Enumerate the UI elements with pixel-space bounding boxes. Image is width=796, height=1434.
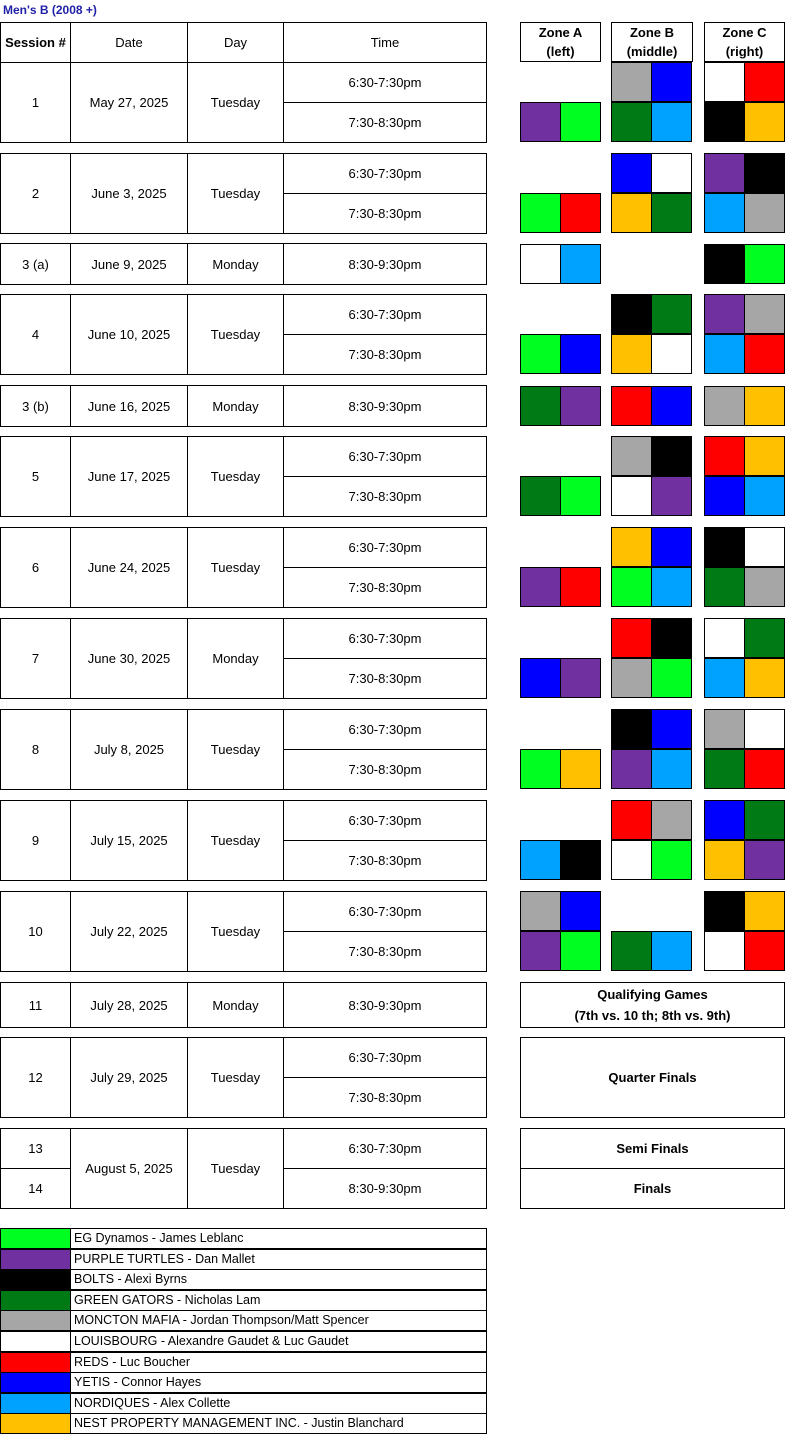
matchup-team-swatch — [704, 62, 745, 102]
matchup-team-swatch — [744, 800, 785, 840]
matchup-team-swatch — [744, 527, 785, 567]
matchup-team-swatch — [744, 709, 785, 749]
matchup-team-swatch — [611, 567, 652, 607]
matchup-team-swatch — [520, 102, 561, 142]
session-number: 2 — [0, 153, 71, 234]
matchup-team-swatch — [611, 800, 652, 840]
round-note — [520, 982, 785, 1028]
legend-color-swatch — [0, 1352, 71, 1373]
legend-team-label: NORDIQUES - Alex Collette — [70, 1393, 487, 1414]
matchup-team-swatch — [744, 931, 785, 971]
matchup-team-swatch — [704, 658, 745, 698]
time-slot: 8:30-9:30pm — [283, 385, 487, 427]
legend-team-label: PURPLE TURTLES - Dan Mallet — [70, 1249, 487, 1270]
matchup-team-swatch — [520, 931, 561, 971]
matchup-team-swatch — [744, 891, 785, 931]
zone-a-header — [520, 22, 601, 62]
matchup-team-swatch — [651, 618, 692, 658]
matchup-team-swatch — [651, 749, 692, 789]
matchup-team-swatch — [520, 476, 561, 516]
time-slot: 7:30-8:30pm — [283, 931, 487, 972]
time-slot: 7:30-8:30pm — [283, 102, 487, 143]
matchup-team-swatch — [704, 567, 745, 607]
matchup-team-swatch — [704, 527, 745, 567]
matchup-team-swatch — [704, 476, 745, 516]
session-date: August 5, 2025 — [70, 1128, 188, 1209]
session-number: 6 — [0, 527, 71, 608]
matchup-team-swatch — [704, 840, 745, 880]
zone-a-title: Zone A — [538, 25, 583, 40]
session-number: 9 — [0, 800, 71, 881]
session-day: Tuesday — [187, 294, 284, 375]
time-slot: 6:30-7:30pm — [283, 1037, 487, 1078]
matchup-team-swatch — [744, 102, 785, 142]
session-date: June 16, 2025 — [70, 385, 188, 427]
matchup-team-swatch — [560, 567, 601, 607]
session-date: June 10, 2025 — [70, 294, 188, 375]
matchup-team-swatch — [704, 931, 745, 971]
session-date: July 29, 2025 — [70, 1037, 188, 1118]
matchup-team-swatch — [651, 193, 692, 233]
matchup-team-swatch — [520, 891, 561, 931]
session-day: Tuesday — [187, 709, 284, 790]
matchup-team-swatch — [651, 709, 692, 749]
zone-c-header — [704, 22, 785, 62]
zone-c-title: Zone C — [722, 25, 767, 40]
matchup-team-swatch — [520, 244, 561, 284]
matchup-team-swatch — [651, 931, 692, 971]
matchup-team-swatch — [611, 527, 652, 567]
header-time: Time — [283, 22, 487, 63]
matchup-team-swatch — [704, 294, 745, 334]
matchup-team-swatch — [744, 658, 785, 698]
matchup-team-swatch — [520, 840, 561, 880]
session-number: 14 — [0, 1168, 71, 1209]
matchup-team-swatch — [560, 840, 601, 880]
matchup-team-swatch — [611, 931, 652, 971]
time-slot: 8:30-9:30pm — [283, 982, 487, 1028]
matchup-team-swatch — [611, 294, 652, 334]
session-day: Monday — [187, 385, 284, 427]
legend-team-label: LOUISBOURG - Alexandre Gaudet & Luc Gaudet — [70, 1331, 487, 1352]
session-day: Tuesday — [187, 436, 284, 517]
time-slot: 7:30-8:30pm — [283, 334, 487, 375]
time-slot: 6:30-7:30pm — [283, 294, 487, 335]
matchup-team-swatch — [611, 102, 652, 142]
matchup-team-swatch — [744, 386, 785, 426]
matchup-team-swatch — [611, 658, 652, 698]
legend-team-label: NEST PROPERTY MANAGEMENT INC. - Justin Blanchard — [70, 1413, 487, 1434]
matchup-team-swatch — [744, 193, 785, 233]
session-date: July 8, 2025 — [70, 709, 188, 790]
session-date: June 24, 2025 — [70, 527, 188, 608]
legend-color-swatch — [0, 1249, 71, 1270]
matchup-team-swatch — [560, 891, 601, 931]
session-date: June 9, 2025 — [70, 243, 188, 285]
matchup-team-swatch — [744, 62, 785, 102]
session-number: 12 — [0, 1037, 71, 1118]
round-note-line: Qualifying Games — [597, 987, 708, 1002]
session-day: Tuesday — [187, 891, 284, 972]
time-slot: 6:30-7:30pm — [283, 153, 487, 194]
matchup-team-swatch — [611, 193, 652, 233]
zone-b-title: Zone B — [629, 25, 675, 40]
zone-a-subtitle: (left) — [546, 44, 575, 59]
session-number: 7 — [0, 618, 71, 699]
session-date: June 3, 2025 — [70, 153, 188, 234]
session-day: Tuesday — [187, 62, 284, 143]
matchup-team-swatch — [611, 62, 652, 102]
matchup-team-swatch — [651, 334, 692, 374]
matchup-team-swatch — [744, 334, 785, 374]
session-number: 5 — [0, 436, 71, 517]
matchup-team-swatch — [651, 476, 692, 516]
session-date: July 22, 2025 — [70, 891, 188, 972]
session-number: 4 — [0, 294, 71, 375]
matchup-team-swatch — [704, 800, 745, 840]
round-note — [520, 1037, 785, 1118]
matchup-team-swatch — [560, 334, 601, 374]
matchup-team-swatch — [560, 749, 601, 789]
round-note-line: (7th vs. 10 th; 8th vs. 9th) — [574, 1008, 731, 1023]
matchup-team-swatch — [704, 436, 745, 476]
session-day: Monday — [187, 243, 284, 285]
matchup-team-swatch — [560, 476, 601, 516]
matchup-team-swatch — [560, 931, 601, 971]
zone-b-header — [611, 22, 693, 62]
legend-color-swatch — [0, 1331, 71, 1352]
page-title: Men's B (2008 +) — [3, 3, 97, 17]
matchup-team-swatch — [520, 749, 561, 789]
session-number: 1 — [0, 62, 71, 143]
legend-color-swatch — [0, 1413, 71, 1434]
legend-team-label: YETIS - Connor Hayes — [70, 1372, 487, 1393]
header-date: Date — [70, 22, 188, 63]
time-slot: 6:30-7:30pm — [283, 891, 487, 932]
session-date: June 30, 2025 — [70, 618, 188, 699]
session-day: Tuesday — [187, 800, 284, 881]
matchup-team-swatch — [651, 840, 692, 880]
time-slot: 8:30-9:30pm — [283, 243, 487, 285]
matchup-team-swatch — [744, 618, 785, 658]
matchup-team-swatch — [651, 102, 692, 142]
time-slot: 6:30-7:30pm — [283, 527, 487, 568]
legend-team-label: EG Dynamos - James Leblanc — [70, 1228, 487, 1249]
matchup-team-swatch — [611, 476, 652, 516]
legend-color-swatch — [0, 1228, 71, 1249]
matchup-team-swatch — [744, 294, 785, 334]
session-day: Monday — [187, 982, 284, 1028]
time-slot: 7:30-8:30pm — [283, 193, 487, 234]
legend-color-swatch — [0, 1269, 71, 1290]
matchup-team-swatch — [704, 244, 745, 284]
header-day: Day — [187, 22, 284, 63]
time-slot: 6:30-7:30pm — [283, 1128, 487, 1169]
matchup-team-swatch — [651, 658, 692, 698]
matchup-team-swatch — [651, 567, 692, 607]
legend-color-swatch — [0, 1393, 71, 1414]
legend-color-swatch — [0, 1310, 71, 1331]
session-date: July 28, 2025 — [70, 982, 188, 1028]
matchup-team-swatch — [651, 800, 692, 840]
legend-team-label: BOLTS - Alexi Byrns — [70, 1269, 487, 1290]
matchup-team-swatch — [520, 386, 561, 426]
matchup-team-swatch — [611, 749, 652, 789]
session-number: 3 (b) — [0, 385, 71, 427]
matchup-team-swatch — [744, 567, 785, 607]
legend-team-label: GREEN GATORS - Nicholas Lam — [70, 1290, 487, 1311]
matchup-team-swatch — [704, 102, 745, 142]
matchup-team-swatch — [651, 436, 692, 476]
matchup-team-swatch — [651, 153, 692, 193]
matchup-team-swatch — [520, 567, 561, 607]
header-session: Session # — [0, 22, 71, 63]
session-day: Tuesday — [187, 153, 284, 234]
time-slot: 7:30-8:30pm — [283, 476, 487, 517]
matchup-team-swatch — [744, 244, 785, 284]
zone-b-subtitle: (middle) — [626, 44, 678, 59]
time-slot: 6:30-7:30pm — [283, 62, 487, 103]
matchup-team-swatch — [520, 193, 561, 233]
time-slot: 7:30-8:30pm — [283, 1077, 487, 1118]
time-slot: 7:30-8:30pm — [283, 840, 487, 881]
round-note-line: Quarter Finals — [608, 1070, 697, 1085]
matchup-team-swatch — [704, 193, 745, 233]
session-number: 8 — [0, 709, 71, 790]
session-date: May 27, 2025 — [70, 62, 188, 143]
matchup-team-swatch — [704, 618, 745, 658]
matchup-team-swatch — [611, 386, 652, 426]
matchup-team-swatch — [611, 709, 652, 749]
time-slot: 8:30-9:30pm — [283, 1168, 487, 1209]
matchup-team-swatch — [611, 618, 652, 658]
time-slot: 6:30-7:30pm — [283, 800, 487, 841]
matchup-team-swatch — [520, 658, 561, 698]
round-note: Finals — [520, 1168, 785, 1209]
matchup-team-swatch — [704, 891, 745, 931]
matchup-team-swatch — [744, 153, 785, 193]
time-slot: 6:30-7:30pm — [283, 436, 487, 477]
matchup-team-swatch — [651, 294, 692, 334]
matchup-team-swatch — [651, 62, 692, 102]
legend-team-label: REDS - Luc Boucher — [70, 1352, 487, 1373]
legend-color-swatch — [0, 1372, 71, 1393]
session-number: 10 — [0, 891, 71, 972]
matchup-team-swatch — [704, 153, 745, 193]
matchup-team-swatch — [744, 476, 785, 516]
matchup-team-swatch — [704, 709, 745, 749]
matchup-team-swatch — [704, 749, 745, 789]
matchup-team-swatch — [704, 334, 745, 374]
matchup-team-swatch — [744, 436, 785, 476]
matchup-team-swatch — [560, 244, 601, 284]
matchup-team-swatch — [651, 386, 692, 426]
matchup-team-swatch — [651, 527, 692, 567]
time-slot: 6:30-7:30pm — [283, 709, 487, 750]
round-note: Semi Finals — [520, 1128, 785, 1169]
legend-team-label: MONCTON MAFIA - Jordan Thompson/Matt Spencer — [70, 1310, 487, 1331]
zone-c-subtitle: (right) — [725, 44, 764, 59]
session-number: 13 — [0, 1128, 71, 1169]
matchup-team-swatch — [611, 840, 652, 880]
matchup-team-swatch — [560, 386, 601, 426]
time-slot: 7:30-8:30pm — [283, 658, 487, 699]
session-day: Tuesday — [187, 1128, 284, 1209]
session-number: 3 (a) — [0, 243, 71, 285]
session-date: June 17, 2025 — [70, 436, 188, 517]
session-date: July 15, 2025 — [70, 800, 188, 881]
matchup-team-swatch — [560, 658, 601, 698]
matchup-team-swatch — [611, 153, 652, 193]
matchup-team-swatch — [560, 102, 601, 142]
matchup-team-swatch — [560, 193, 601, 233]
matchup-team-swatch — [744, 749, 785, 789]
legend-color-swatch — [0, 1290, 71, 1311]
time-slot: 7:30-8:30pm — [283, 749, 487, 790]
time-slot: 6:30-7:30pm — [283, 618, 487, 659]
matchup-team-swatch — [744, 840, 785, 880]
matchup-team-swatch — [520, 334, 561, 374]
time-slot: 7:30-8:30pm — [283, 567, 487, 608]
session-day: Tuesday — [187, 527, 284, 608]
matchup-team-swatch — [611, 436, 652, 476]
session-day: Monday — [187, 618, 284, 699]
session-number: 11 — [0, 982, 71, 1028]
matchup-team-swatch — [704, 386, 745, 426]
matchup-team-swatch — [611, 334, 652, 374]
session-day: Tuesday — [187, 1037, 284, 1118]
